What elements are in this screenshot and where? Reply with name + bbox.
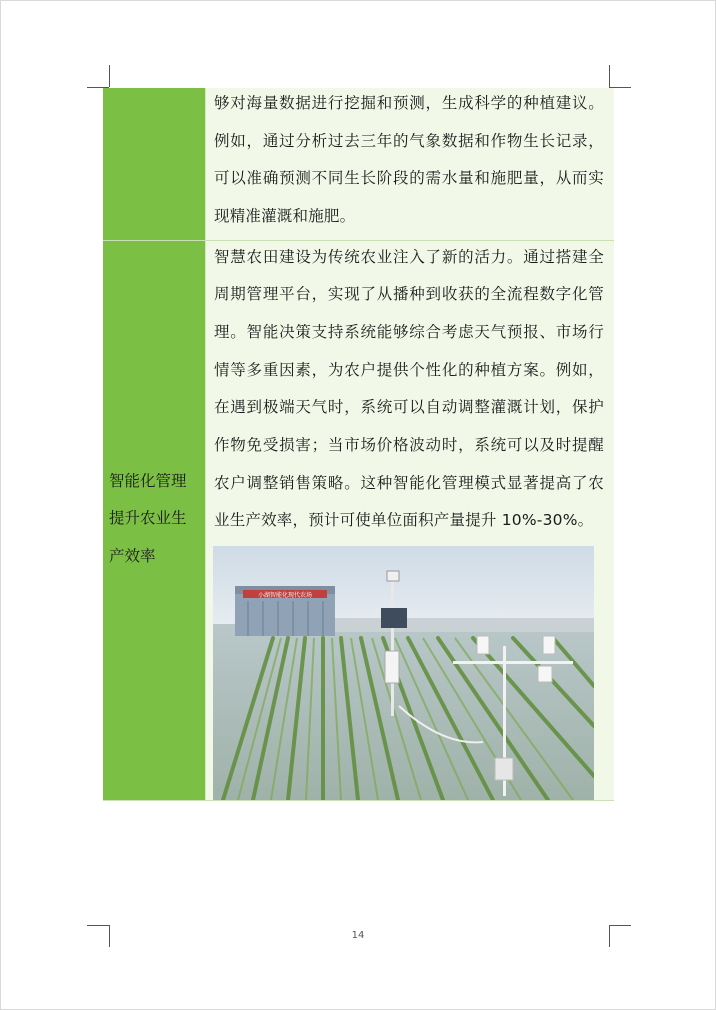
paragraph: 智慧农田建设为传统农业注入了新的活力。通过搭建全周期管理平台，实现了从播种到收获的全流程数字化管理。智能决策支持系统能够综合考虑天气预报、市场行情等多重因素，为农户提供个性化的种植方案。例如，在遇到极端天气时，系统可以自动调整灌溉计划，保护作物免受损害；当市场价格波动时，系统可以及时提醒农户调整销售策略。这种智能化管理模式显著提高了农业生产效率，预计可使单位面积产量提升 10%-30%。 (214, 247, 604, 530)
crop-mark (109, 65, 110, 87)
crop-mark (609, 925, 631, 926)
field-photo (213, 546, 594, 800)
building-sign: 小湖智能化现代农场 (257, 592, 313, 600)
label-cell (103, 240, 206, 801)
table-row (103, 88, 614, 240)
table-row (103, 240, 614, 801)
paragraph: 够对海量数据进行挖掘和预测，生成科学的种植建议。例如，通过分析过去三年的气象数据和作物生长记录，可以准确预测不同生长阶段的需水量和施肥量，从而实现精准灌溉和施肥。 (214, 94, 604, 226)
text-cell (206, 88, 615, 240)
crop-mark (87, 925, 109, 926)
content-table (103, 88, 614, 801)
row-label: 智能化管理提升农业生产效率 (109, 471, 187, 565)
text-cell (206, 240, 615, 801)
label-cell (103, 88, 206, 240)
page-number: 14 (351, 930, 365, 941)
crop-mark (609, 65, 610, 87)
